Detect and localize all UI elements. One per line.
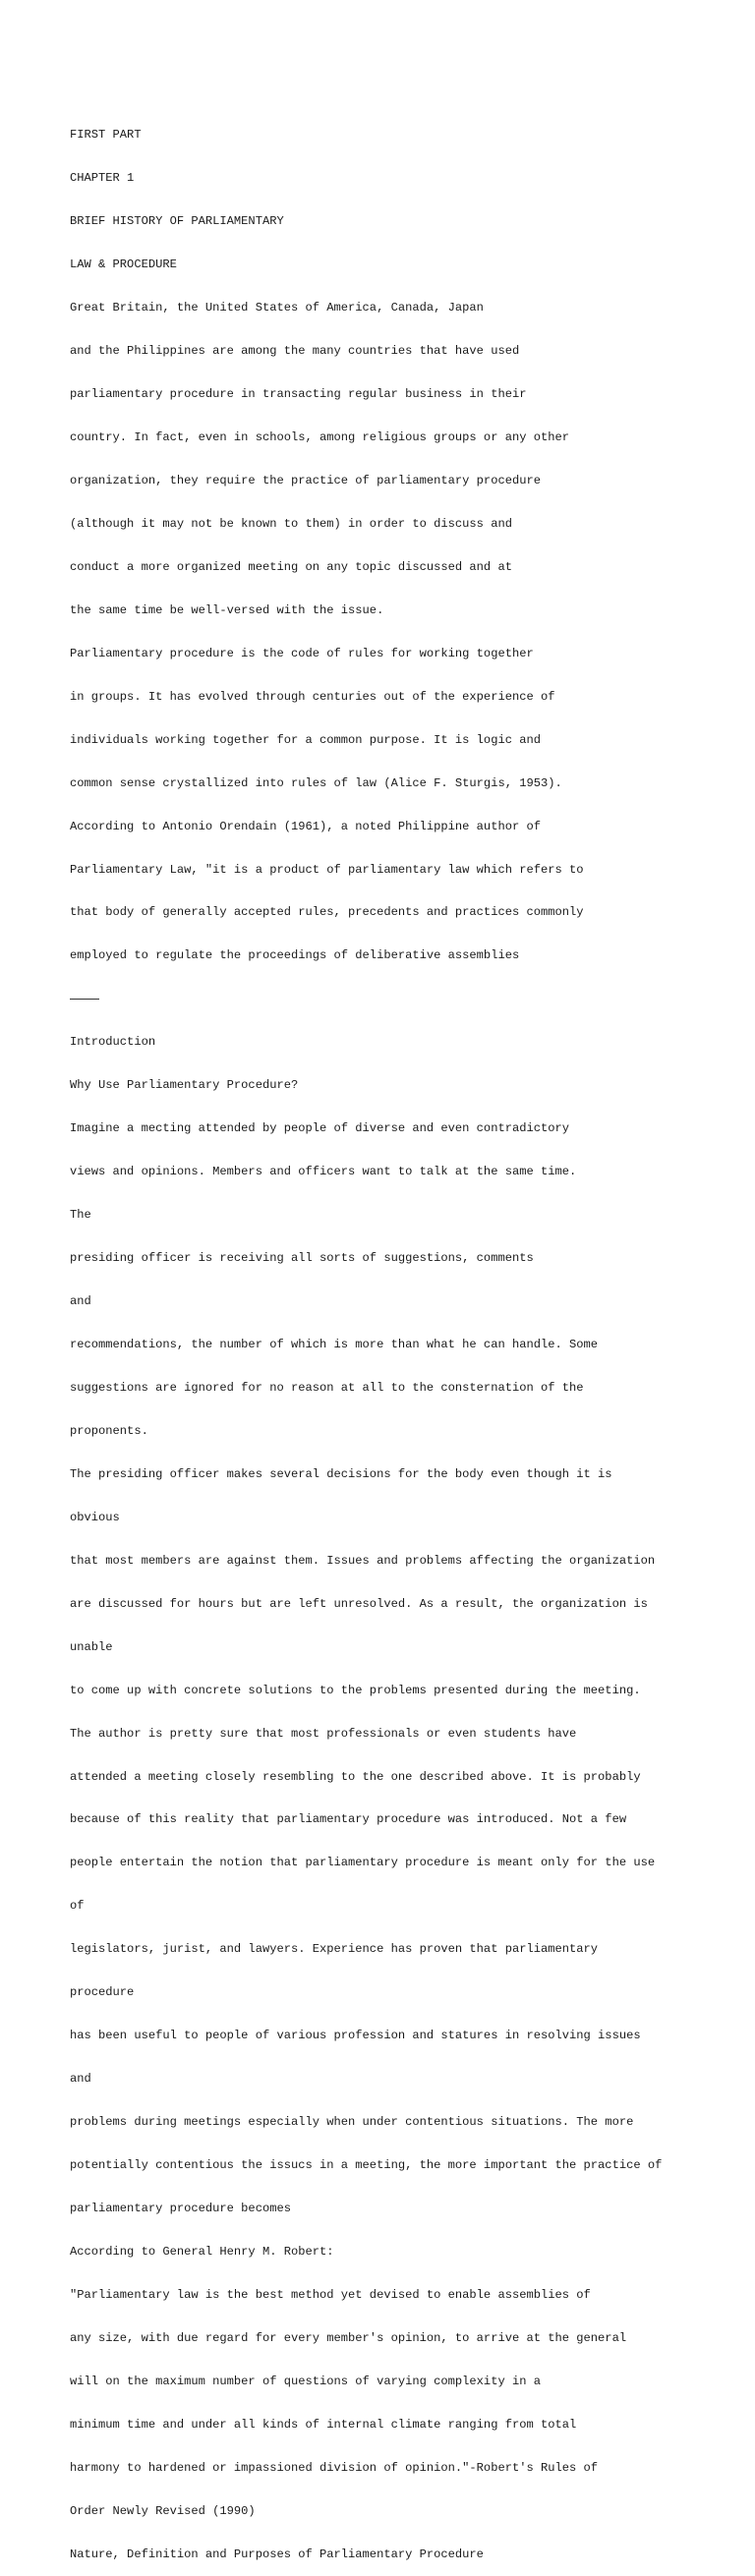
paragraph-line: of: [70, 1899, 85, 1914]
paragraph-line: individuals working together for a common purpose. It is logic and: [70, 732, 541, 747]
quote-attribution-intro: According to General Henry M. Robert:: [70, 2245, 334, 2260]
paragraph-line: common sense crystallized into rules of law (Alice F. Sturgis, 1953).: [70, 775, 562, 790]
paragraph-line: has been useful to people of various profession and statures in resolving issues: [70, 2029, 641, 2043]
paragraph-line: to come up with concrete solutions to the problems presented during the meeting.: [70, 1683, 641, 1697]
block-quote-line: harmony to hardened or impassioned division of opinion."-Robert's Rules of: [70, 2460, 599, 2475]
paragraph-line: problems during meetings especially when under contentious situations. The more: [70, 2115, 634, 2130]
paragraph-line: parliamentary procedure in transacting regular business in their: [70, 387, 527, 402]
block-quote-line: "Parliamentary law is the best method yet devised to enable assemblies of: [70, 2287, 591, 2302]
paragraph-line: presiding officer is receiving all sorts of suggestions, comments: [70, 1251, 534, 1266]
paragraph-line: The presiding officer makes several decisions for the body even though it is: [70, 1466, 612, 1481]
paragraph-line: views and opinions. Members and officers want to talk at the same time.: [70, 1165, 577, 1179]
paragraph-line: are discussed for hours but are left unresolved. As a result, the organization is: [70, 1596, 648, 1611]
paragraph-line: conduct a more organized meeting on any topic discussed and at: [70, 559, 512, 574]
document-page: [70, 99, 748, 2576]
paragraph-line: and: [70, 1294, 91, 1309]
block-quote-line: Order Newly Revised (1990): [70, 2503, 256, 2518]
paragraph-line: because of this reality that parliamentary procedure was introduced. Not a few: [70, 1812, 627, 1827]
paragraph-line: legislators, jurist, and lawyers. Experience has proven that parliamentary: [70, 1942, 599, 1957]
chapter-title-line-2: LAW & PROCEDURE: [70, 258, 177, 272]
paragraph-line: potentially contentious the issucs in a meeting, the more important the practice of: [70, 2158, 663, 2173]
paragraph-line: country. In fact, even in schools, among religious groups or any other: [70, 429, 570, 444]
section-label: FIRST PART: [70, 128, 142, 143]
paragraph-line: procedure: [70, 1985, 135, 2000]
paragraph-line: that body of generally accepted rules, precedents and practices commonly: [70, 905, 584, 920]
paragraph-line: the same time be well-versed with the issue.: [70, 602, 384, 617]
paragraph-line: organization, they require the practice of parliamentary procedure: [70, 473, 541, 487]
paragraph-line: Great Britain, the United States of America, Canada, Japan: [70, 301, 484, 315]
paragraph-line: people entertain the notion that parliamentary procedure is meant only for the use: [70, 1856, 656, 1870]
paragraph-line: and: [70, 2072, 91, 2087]
paragraph-line: The: [70, 1208, 91, 1223]
paragraph-line: proponents.: [70, 1423, 148, 1438]
chapter-label: CHAPTER 1: [70, 171, 135, 186]
block-quote-line: minimum time and under all kinds of internal climate ranging from total: [70, 2417, 577, 2432]
subsection-heading: Why Use Parliamentary Procedure?: [70, 1078, 299, 1093]
paragraph-line: Imagine a mecting attended by people of diverse and even contradictory: [70, 1121, 570, 1136]
block-quote-line: any size, with due regard for every member's opinion, to arrive at the general: [70, 2330, 627, 2345]
paragraph-line: unable: [70, 1639, 113, 1654]
paragraph-line: Parliamentary procedure is the code of rules for working together: [70, 646, 534, 660]
footnote-divider: [70, 992, 748, 1006]
paragraph-line: recommendations, the number of which is more than what he can handle. Some: [70, 1338, 599, 1351]
section-heading: Nature, Definition and Purposes of Parliamentary Procedure: [70, 2547, 484, 2561]
paragraph-line: Parliamentary Law, "it is a product of parliamentary law which refers to: [70, 862, 584, 877]
paragraph-line: suggestions are ignored for no reason at all to the consternation of the: [70, 1380, 584, 1395]
chapter-title-line-1: BRIEF HISTORY OF PARLIAMENTARY: [70, 214, 284, 229]
section-heading: Introduction: [70, 1035, 156, 1050]
paragraph-line: in groups. It has evolved through centuries out of the experience of: [70, 689, 555, 704]
paragraph-line: The author is pretty sure that most professionals or even students have: [70, 1726, 577, 1741]
paragraph-line: and the Philippines are among the many countries that have used: [70, 344, 520, 359]
paragraph-line: that most members are against them. Issues and problems affecting the organization: [70, 1553, 656, 1568]
paragraph-line: According to Antonio Orendain (1961), a noted Philippine author of: [70, 819, 541, 833]
paragraph-line: parliamentary procedure becomes: [70, 2202, 291, 2216]
block-quote-line: will on the maximum number of questions of varying complexity in a: [70, 2374, 541, 2388]
paragraph-line: employed to regulate the proceedings of deliberative assemblies: [70, 948, 520, 963]
paragraph-line: attended a meeting closely resembling to the one described above. It is probably: [70, 1769, 641, 1784]
paragraph-line: (although it may not be known to them) in order to discuss and: [70, 516, 512, 531]
paragraph-line: obvious: [70, 1510, 120, 1524]
